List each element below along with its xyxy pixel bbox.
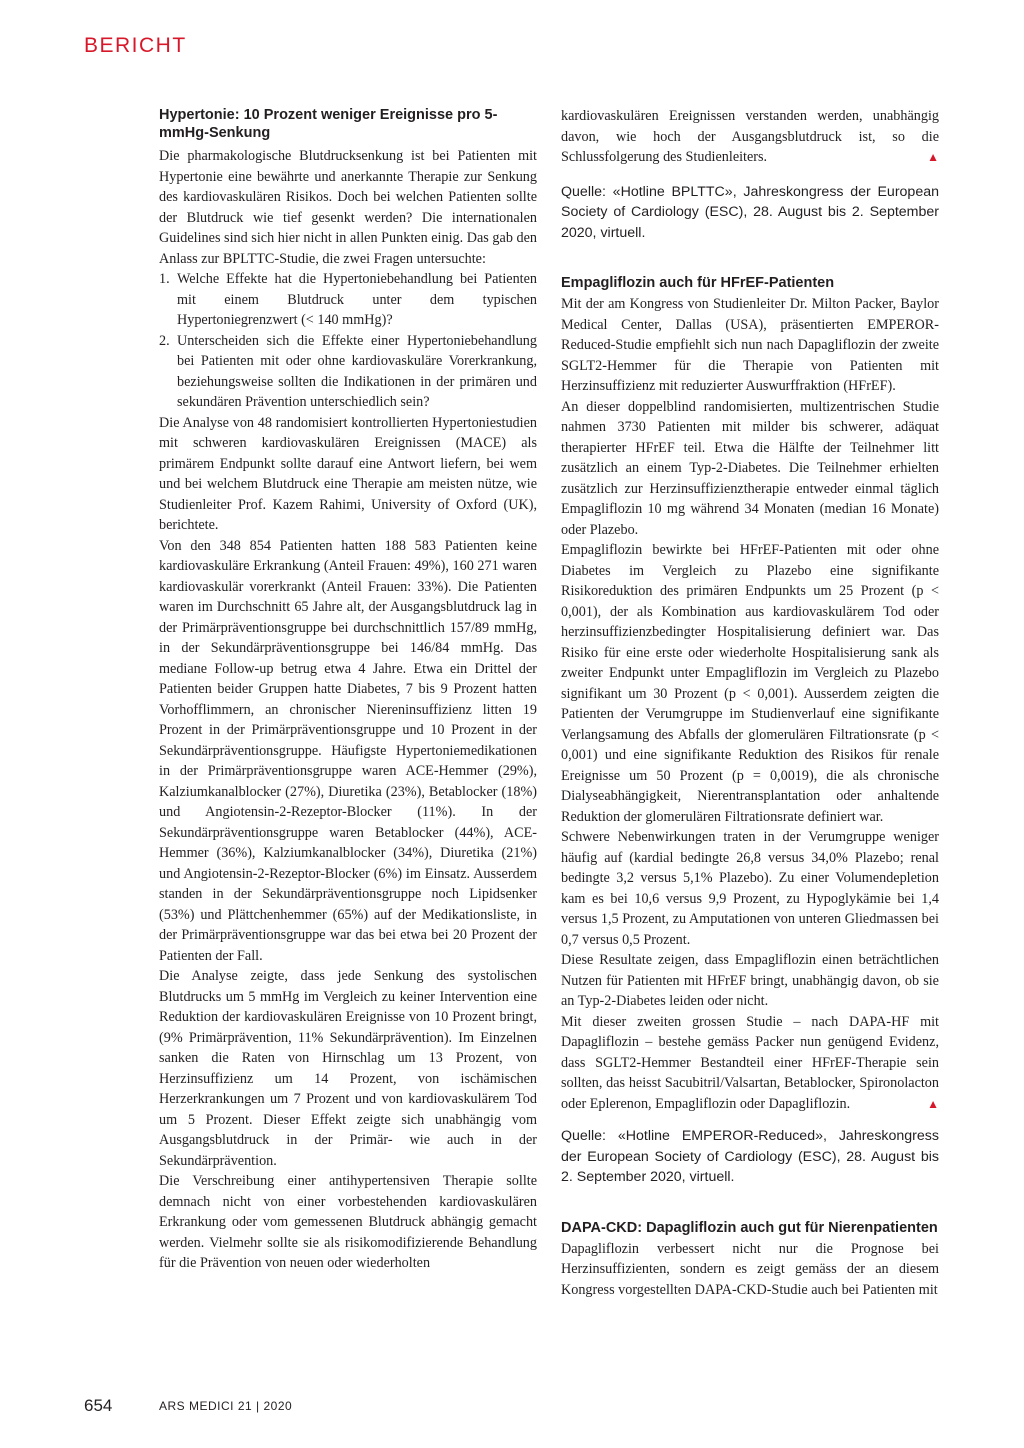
end-mark-icon: ▲ — [927, 150, 939, 164]
right-column — [561, 106, 939, 1300]
question-list — [159, 269, 537, 413]
article-paragraph: Die Analyse zeigte, dass jede Senkung des systolischen Blutdrucks um 5 mmHg im Vergleich zu keiner Intervention eine Reduktion der kardiovaskulären Ereignisse von 10 Prozent bringt, (9% Primärprävention, 11% Sekundärprävention). Im Einzelnen sanken die Raten von Hirnschlag um 13 Prozent, von Herzinsuffizienz um 14 Prozent, von ischämischen Herzerkrankungen um 7 Prozent und von kardiovaskulärem Tod um 5 Prozent. Dieser Effekt zeigte sich unabhängig vom Ausgangsblutdruck in der Primär- wie auch in der Sekundärprävention. — [159, 968, 537, 1169]
article-heading-dapa-ckd: DAPA-CKD: Dapagliflozin auch gut für Nierenpatienten — [561, 1219, 938, 1236]
continuation-text: kardiovaskulären Ereignissen verstanden werden, unabhängig davon, wie hoch der Ausgangsblutdruck ist, so die Schlussfolgerung des Studienleiters. — [561, 108, 939, 165]
paragraph-text: Mit dieser zweiten grossen Studie – nach DAPA-HF mit Dapagliflozin – bestehe gemäss Packer nun genügend Evidenz, dass SGLT2-Hemmer Bestandteil einer HFrEF-Therapie sein sollten, das heisst Sacubitril/Valsartan, Betablocker, Spironolacton oder Eplerenon, Empagliflozin oder Dapagliflozin. — [561, 1013, 939, 1112]
article-paragraph: Dapagliflozin verbessert nicht nur die Prognose bei Herzinsuffizienten, sondern es zeigt gemäss der an diesem Kongress vorgestellten DAPA-CKD-Studie auch bei Patienten mit — [561, 1240, 939, 1298]
question-item — [159, 331, 537, 413]
article-heading-hypertonie: Hypertonie: 10 Prozent weniger Ereignisse pro 5-mmHg-Senkung — [159, 107, 498, 141]
article-paragraph: Empagliflozin bewirkte bei HFrEF-Patienten mit oder ohne Diabetes im Vergleich zu Plazebo eine signifikante Risikoreduktion des primären Endpunkts um 25 Prozent (p < 0,001), der als Kombination aus kardiovaskulärem Tod oder herzinsuffizienzbedingter Hospitalisierung definiert war. Das Risiko für eine erste oder wiederholte Hospitalisierung sank als zweiter Endpunkt unter Empagliflozin im Vergleich zu Plazebo signifikant um 30 Prozent (p < 0,001). Ausserdem zeigten die Patienten der Verumgruppe im Studienverlauf eine signifikante Verlangsamung des Abfalls der glomerulären Filtrationsrate (p < 0,001) und eine signifikante Reduktion des Risikos für renale Ereignisse um 50 Prozent (p = 0,0019), die als chronische Dialyseabhängigkeit, Nierentransplantation oder anhaltende Reduktion der glomerulären Filtrationsrate definiert war. — [561, 542, 939, 825]
article-paragraph: Die pharmakologische Blutdrucksenkung ist bei Patienten mit Hypertonie eine bewährte und anerkannte Therapie zur Senkung des kardiovaskulären Risikos. Doch bei welchen Patienten sollte der Blutdruck wie tief gesenkt werden? Die internationalen Guidelines sind sich hier nicht in allen Punkten einig. Das gab den Anlass zur BPLTTC-Studie, die zwei Fragen untersuchte: — [159, 148, 537, 267]
article-paragraph: Von den 348 854 Patienten hatten 188 583 Patienten keine kardiovaskuläre Erkrankung (Anteil Frauen: 49%), 160 271 waren kardiovaskulär vorerkrankt (Anteil Frauen: 33%). Die Patienten waren im Durchschnitt 65 Jahre alt, der Ausgangsblutdruck lag in der Primärpräventionsgruppe bei durchschnittlich 157/89 mmHg, in der Sekundärpräventionsgruppe bei 146/84 mmHg. Das mediane Follow-up betrug etwa 4 Jahre. Etwa ein Drittel der Patienten beider Gruppen hatte Diabetes, 7 bis 9 Prozent hatten Vorhofflimmern, an chronischer Niereninsuffizienz litten 19 Prozent in der Primärpräventionsgruppe und 10 Prozent in der Sekundärpräventionsgruppe. Häufigste Hypertoniemedikationen in der Primärpräventionsgruppe waren ACE-Hemmer (29%), Kalziumkanalblocker (27%), Diuretika (23%), Betablocker (18%) und Angiotensin-2-Rezeptor-Blocker (11%). In der Sekundärpräventionsgruppe waren Betablocker (44%), ACE-Hemmer (36%), Kalziumkanalblocker (34%), Diuretika (21%) und Angiotensin-2-Rezeptor-Blocker (6%) im Einsatz. Ausserdem standen in der Sekundärpräventionsgruppe noch Lipidsenker (53%) und Plättchenhemmer (65%) auf der Medikationsliste, in der Primärpräventionsgruppe war das bei etwa bei 20 Prozent der Patienten der Fall. — [159, 537, 537, 964]
article-paragraph: Diese Resultate zeigen, dass Empagliflozin einen beträchtlichen Nutzen für Patienten mit HFrEF bringt, unabhängig davon, ob sie an Typ-2-Diabetes leiden oder nicht. — [561, 952, 939, 1009]
page-number: 654 — [84, 1396, 113, 1415]
journal-info: ARS MEDICI 21 | 2020 — [159, 1399, 293, 1413]
source-note: Quelle: «Hotline BPLTTC», Jahreskongress der European Society of Cardiology (ESC), 28. August bis 2. September 2020, virtuell. — [561, 183, 939, 241]
question-item — [159, 269, 537, 331]
question-number: 1. — [159, 271, 170, 287]
article-paragraph — [561, 1012, 939, 1115]
section-label: BERICHT — [84, 34, 187, 57]
article-continuation — [561, 106, 939, 168]
question-number: 2. — [159, 332, 170, 349]
article-heading-empagliflozin: Empagliflozin auch für HFrEF-Patienten — [561, 275, 835, 291]
question-text: Unterscheiden sich die Effekte einer Hypertoniebehandlung bei Patienten mit oder ohne kardiovaskuläre Vorerkrankung, beziehungsweise sollten die Indikationen in der primären und sekundären Prävention unterschiedlich sein? — [177, 332, 537, 410]
question-text: Welche Effekte hat die Hypertoniebehandlung bei Patienten mit einem Blutdruck unter dem typischen Hypertoniegrenzwert (< 140 mmHg)? — [177, 271, 537, 328]
article-paragraph: Mit der am Kongress von Studienleiter Dr. Milton Packer, Baylor Medical Center, Dallas (USA), präsentierten EMPEROR-Reduced-Studie empfiehlt sich nun nach Dapagliflozin der zweite SGLT2-Hemmer für die Therapie von Patienten mit Herzinsuffizienz mit reduzierter Auswurffraktion (HFrEF). — [561, 296, 939, 394]
left-column — [159, 106, 537, 1274]
source-note: Quelle: «Hotline EMPEROR-Reduced», Jahreskongress der European Society of Cardiology (ESC), 28. August bis 2. September 2020, virtuell. — [561, 1128, 939, 1185]
article-paragraph: Schwere Nebenwirkungen traten in der Verumgruppe weniger häufig auf (kardial bedingte 26,8 versus 34,0% Plazebo; renal bedingte 3,2 versus 5,1% Plazebo). Zu einer Volumendepletion kam es bei 10,6 versus 9,9 Prozent, zu Hypoglykämie bei 1,4 versus 1,5 Prozent, zu Amputationen von unteren Gliedmassen bei 0,7 versus 0,5 Prozent. — [561, 829, 939, 948]
article-paragraph: An dieser doppelblind randomisierten, multizentrischen Studie nahmen 3730 Patienten mit milder bis schwerer, adäquat therapierter HFrEF teil. Etwa die Hälfte der Teilnehmer litt zusätzlich an einem Typ-2-Diabetes. Die Teilnehmer erhielten zusätzlich zur Herzinsuffizienztherapie entweder einmal täglich Empagliflozin 10 mg während 34 Monaten (median 16 Monate) oder Plazebo. — [561, 398, 939, 538]
article-paragraph: Die Analyse von 48 randomisiert kontrollierten Hypertoniestudien mit schweren kardiovaskulären Ereignissen (MACE) als primärem Endpunkt sollte darauf eine Antwort liefern, bei wem und bei welchem Blutdruck eine Therapie am meisten nütze, wie Studienleiter Prof. Kazem Rahimi, University of Oxford (UK), berichtete. — [159, 414, 537, 533]
article-paragraph: Die Verschreibung einer antihypertensiven Therapie sollte demnach nicht von einer vorbestehenden kardiovaskulären Erkrankung oder vom gemessenen Blutdruck abhängig gemacht werden. Vielmehr sollte sie als risikomodifizierende Behandlung für die Prävention von neuen oder wiederholten — [159, 1173, 537, 1271]
end-mark-icon: ▲ — [927, 1096, 939, 1111]
